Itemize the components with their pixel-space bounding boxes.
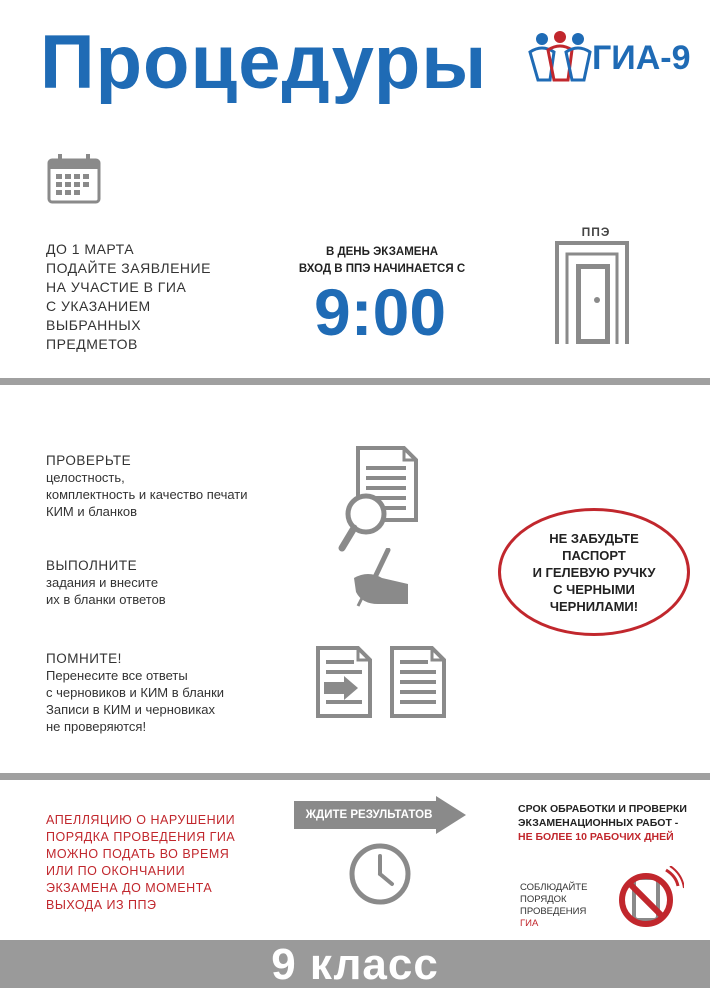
complete-line: задания и внесите [46,575,159,590]
remember-line: с черновиков и КИМ в бланки [46,685,225,700]
appeal-line: ИЛИ ПО ОКОНЧАНИИ [46,864,186,878]
registration-line: ДО 1 МАРТА [46,241,135,257]
reminder-line: ПАСПОРТ [562,547,626,563]
logo-text: ГИА-9 [592,39,691,77]
deadline-line: ЭКЗАМЕНАЦИОННЫХ РАБОТ - [518,817,679,829]
registration-line: С УКАЗАНИЕМ [46,298,151,314]
door-icon [554,240,630,344]
remember-block [46,650,224,735]
grade-label: 9 класс [271,940,439,989]
hand-pen-icon [348,548,412,608]
reminder-line: С ЧЕРНЫМИ [553,581,635,597]
remember-line: Записи в КИМ и черновиках [46,702,216,717]
registration-text [46,240,211,354]
deadline-text [518,802,687,844]
appeal-text [46,812,235,914]
section-divider [0,773,710,780]
registration-line: ВЫБРАННЫХ [46,317,142,333]
exam-day-line: ВХОД В ППЭ НАЧИНАЕТСЯ С [298,263,466,275]
registration-line: НА УЧАСТИЕ В ГИА [46,279,187,295]
clock-icon [348,842,412,906]
exam-start-time: 9:00 [313,275,447,349]
check-line: КИМ и бланков [46,504,138,519]
complete-heading: ВЫПОЛНИТЕ [46,558,138,573]
reminder-line: ЧЕРНИЛАМИ! [549,598,639,614]
appeal-line: ЭКЗАМЕНА ДО МОМЕНТА [46,881,213,895]
complete-block [46,557,166,608]
reminder-line: И ГЕЛЕВУЮ РУЧКУ [532,564,656,580]
appeal-line: МОЖНО ПОДАТЬ ВО ВРЕМЯ [46,847,230,861]
deadline-line: СРОК ОБРАБОТКИ И ПРОВЕРКИ [518,803,687,815]
appeal-line: ПОРЯДКА ПРОВЕДЕНИЯ ГИА [46,830,236,844]
deadline-highlight: НЕ БОЛЕЕ 10 РАБОЧИХ ДНЕЙ [518,831,674,843]
observe-line: ПОРЯДОК [520,894,567,905]
check-heading: ПРОВЕРЬТЕ [46,453,132,468]
check-block [46,452,248,520]
document-magnifier-icon [336,444,426,556]
observe-text [520,882,587,930]
gia-logo-icon [528,30,594,82]
appeal-line: АПЕЛЛЯЦИЮ О НАРУШЕНИИ [46,813,236,827]
registration-line: ПРЕДМЕТОВ [46,336,138,352]
observe-line: ПРОВЕДЕНИЯ [520,906,587,917]
wait-results-label: ЖДИТЕ РЕЗУЛЬТАТОВ [305,809,433,821]
exam-day-line: В ДЕНЬ ЭКЗАМЕНА [325,246,439,258]
calendar-icon [46,154,102,204]
appeal-line: ВЫХОДА ИЗ ППЭ [46,898,157,912]
no-phone-icon [614,866,684,930]
observe-highlight: ГИА [520,918,539,929]
complete-line: их в бланки ответов [46,592,166,607]
remember-line: Перенесите все ответы [46,668,188,683]
check-line: комплектность и качество печати [46,487,248,502]
check-line: целостность, [46,470,125,485]
reminder-oval [498,508,690,636]
observe-line: СОБЛЮДАЙТЕ [520,882,588,893]
page-title: Процедуры [40,20,488,105]
remember-line: не проверяются! [46,719,147,734]
transfer-documents-icon [314,644,450,720]
reminder-line: НЕ ЗАБУДЬТЕ [549,530,639,546]
door-label: ППЭ [581,225,611,239]
remember-heading: ПОМНИТЕ! [46,651,122,666]
registration-line: ПОДАЙТЕ ЗАЯВЛЕНИЕ [46,260,211,276]
section-divider [0,378,710,385]
